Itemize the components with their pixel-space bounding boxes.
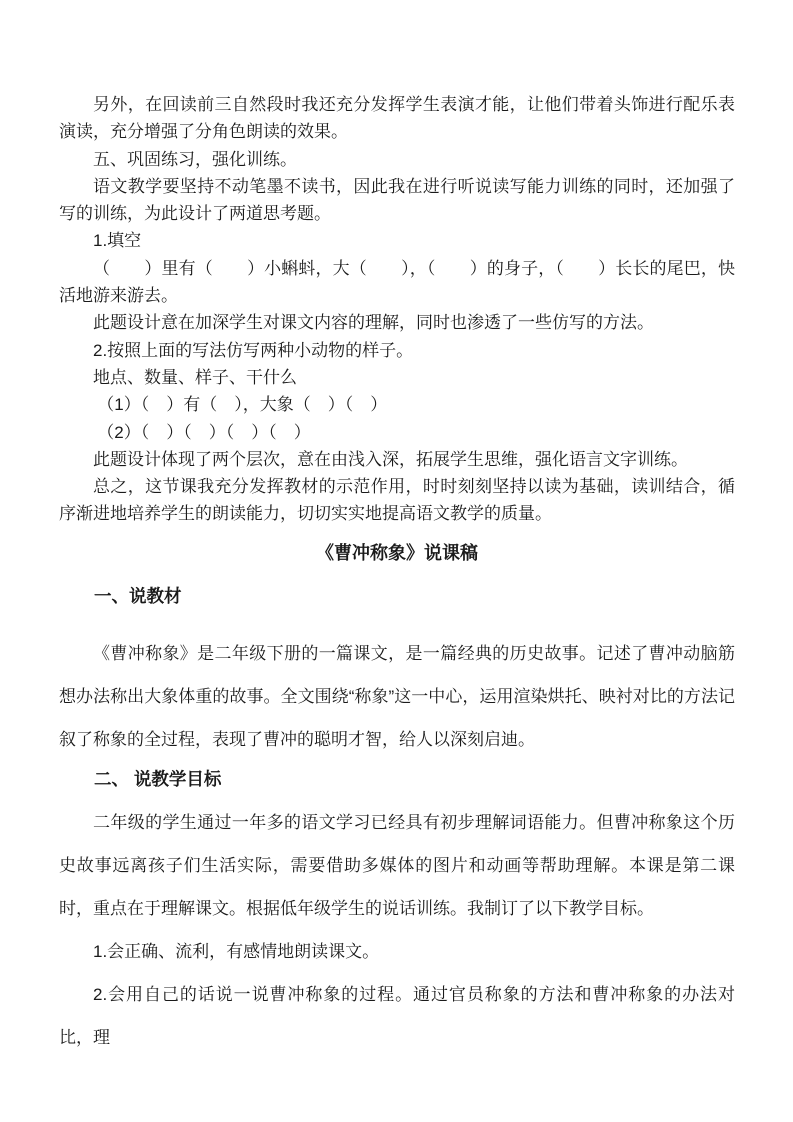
paragraph-performance-reading: 另外，在回读前三自然段时我还充分发挥学生表演才能，让他们带着头饰进行配乐表演读，充分增强了分角色朗读的效果。 xyxy=(59,95,735,142)
paragraph-exercise-1-purpose: 此题设计意在加深学生对课文内容的理解，同时也渗透了一些仿写的方法。 xyxy=(93,313,654,333)
paragraph-exercise-2-purpose: 此题设计体现了两个层次，意在由浅入深，拓展学生思维，强化语言文字训练。 xyxy=(93,449,688,469)
section-heading-material: 一、说教材 xyxy=(94,585,182,606)
exercise-1-label: 1.填空 xyxy=(93,231,142,251)
fill-in-blank-sentence: （ ）里有（ ）小蝌蚪，大（ ），（ ）的身子，（ ）长长的尾巴，快活地游来游去。 xyxy=(59,258,735,306)
exercise-2-blank-1: （1）（ ）有（ ），大象（ ）（ ） xyxy=(97,395,388,415)
reading-review-section xyxy=(59,91,735,528)
exercise-2-blank-2: （2）（ ）（ ）（ ）（ ） xyxy=(97,422,311,442)
teaching-goal-item-1: 1.会正确、流利，有感情地朗读课文。 xyxy=(93,941,380,961)
teaching-goal-item-2: 2.会用自己的话说一说曹冲称象的过程。通过官员称象的方法和曹冲称象的办法对比，理 xyxy=(59,984,735,1047)
paragraph-writing-training: 语文教学要坚持不动笔墨不读书，因此我在进行听说读写能力训练的同时，还加强了写的训练，为此设计了两道思考题。 xyxy=(59,176,735,224)
paragraph-material-analysis: 《曹冲称象》是二年级下册的一篇课文，是一篇经典的历史故事。记述了曹冲动脑筋想办法称出大象体重的故事。全文围绕“称象”这一中心，运用渲染烘托、映衬对比的方法记叙了称象的全过程，表现了曹冲的聪明才智，给人以深刻启迪。 xyxy=(59,643,735,749)
caochong-lecture-section xyxy=(59,532,735,1059)
section-heading-teaching-goals: 二、 说教学目标 xyxy=(94,768,222,789)
exercise-2-hints: 地点、数量、样子、干什么 xyxy=(93,367,297,387)
paragraph-student-analysis: 二年级的学生通过一年多的语文学习已经具有初步理解词语能力。但曹冲称象这个历史故事远离孩子们生活实际，需要借助多媒体的图片和动画等帮助理解。本课是第二课时，重点在于理解课文。根据低年级学生的说话训练。我制订了以下教学目标。 xyxy=(59,812,735,918)
paragraph-summary: 总之，这节课我充分发挥教材的示范作用，时时刻刻坚持以读为基础，读训结合，循序渐进地培养学生的朗读能力，切切实实地提高语文教学的质量。 xyxy=(59,477,735,524)
doc-title: 《曹冲称象》说课稿 xyxy=(316,542,478,563)
exercise-2-label: 2.按照上面的写法仿写两种小动物的样子。 xyxy=(93,340,414,360)
heading-consolidation-practice: 五、巩固练习，强化训练。 xyxy=(93,149,297,169)
